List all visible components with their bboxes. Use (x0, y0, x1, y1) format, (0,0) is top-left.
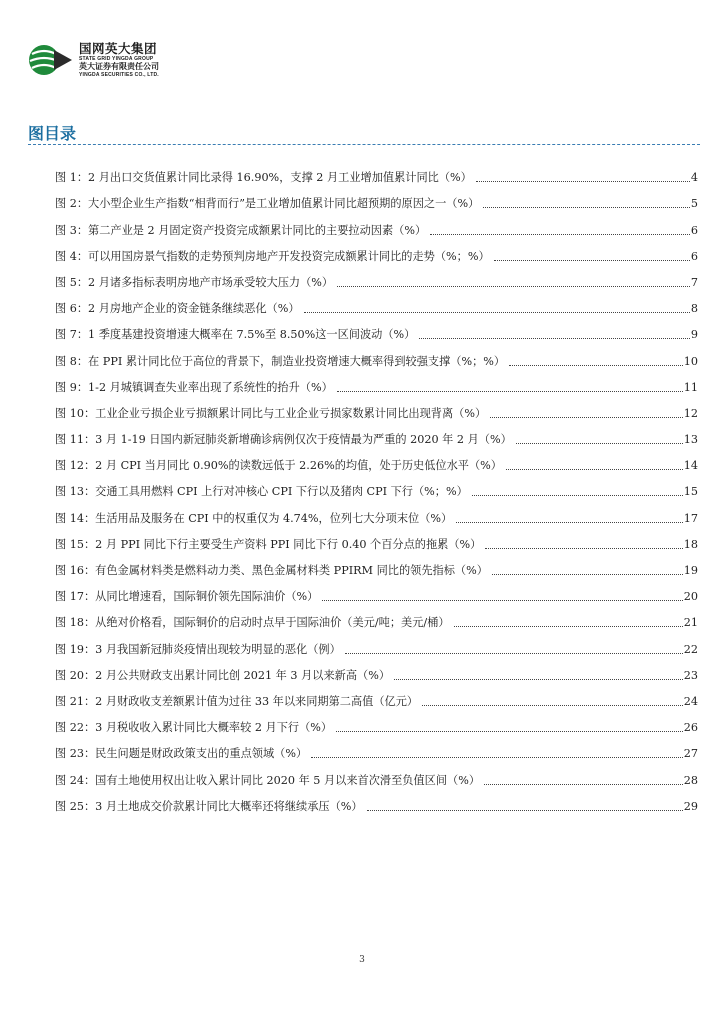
toc-entry-page: 12 (683, 406, 698, 420)
toc-entry-text: 图 20：2 月公共财政支出累计同比创 2021 年 3 月以来新高（%） (55, 668, 391, 682)
toc-leader-dots (311, 757, 683, 758)
toc-entry-text: 图 14：生活用品及服务在 CPI 中的权重仅为 4.74%，位列七大分项末位（%） (55, 511, 453, 525)
toc-entry[interactable] (55, 473, 698, 499)
toc-entry[interactable] (55, 788, 698, 814)
page-number: 3 (359, 955, 365, 965)
toc-entry-page: 26 (683, 721, 698, 735)
toc-entry[interactable] (55, 526, 698, 552)
toc-entry-text: 图 4：可以用国房景气指数的走势预判房地产开发投资完成额累计同比的走势（%；%） (55, 249, 490, 263)
toc-entry-page: 10 (683, 354, 698, 368)
toc-entry-page: 11 (683, 380, 698, 394)
toc-entry[interactable] (55, 683, 698, 709)
toc-leader-dots (492, 574, 683, 575)
toc-entry-text: 图 12：2 月 CPI 当月同比 0.90%的读数远低于 2.26%的均值，处于历史低位水平（%） (55, 459, 502, 473)
toc-entry-text: 图 18：从绝对价格看，国际铜价的启动时点早于国际油价（美元/吨；美元/桶） (55, 616, 450, 630)
toc-entry-page: 14 (683, 459, 698, 473)
toc-entry-page: 13 (683, 433, 698, 447)
toc-entry-page: 4 (690, 171, 698, 185)
toc-entry[interactable] (55, 630, 698, 656)
toc-entry[interactable] (55, 421, 698, 447)
toc-entry-text: 图 21：2 月财政收支差额累计值为过往 33 年以来同期第二高值（亿元） (55, 694, 419, 708)
toc-entry-page: 17 (683, 511, 698, 525)
toc-entry-text: 图 15：2 月 PPI 同比下行主要受生产资料 PPI 同比下行 0.40 个百分点的拖累（%） (55, 537, 482, 551)
toc-entry[interactable] (55, 447, 698, 473)
toc-leader-dots (472, 495, 683, 496)
toc-entry[interactable] (55, 185, 698, 211)
toc-entry-text: 图 3：第二产业是 2 月固定资产投资完成额累计同比的主要拉动因素（%） (55, 223, 427, 237)
toc-leader-dots (430, 234, 690, 235)
toc-leader-dots (454, 626, 683, 627)
toc-entry-page: 5 (690, 197, 698, 211)
toc-entry-text: 图 2：大小型企业生产指数“相背而行”是工业增加值累计同比超预期的原因之一（%） (55, 197, 480, 211)
toc-leader-dots (304, 312, 690, 313)
toc-leader-dots (490, 417, 683, 418)
toc-leader-dots (419, 338, 690, 339)
toc-leader-dots (337, 286, 690, 287)
toc-entry[interactable] (55, 238, 698, 264)
toc-entry[interactable] (55, 159, 698, 185)
org-name-en: STATE GRID YINGDA GROUP (79, 56, 154, 62)
toc-entry[interactable] (55, 709, 698, 735)
toc-leader-dots (456, 522, 683, 523)
org-name-cn: 国网英大集团 (79, 41, 158, 56)
toc-leader-dots (322, 600, 682, 601)
toc-entry-text: 图 6：2 月房地产企业的资金链条继续恶化（%） (55, 302, 300, 316)
toc-entry-text: 图 13：交通工具用燃料 CPI 上行对冲核心 CPI 下行以及猪肉 CPI 下行（%；%） (55, 485, 468, 499)
figure-list (55, 159, 698, 814)
toc-leader-dots (516, 443, 683, 444)
globe-logo-icon (28, 40, 74, 80)
title-divider (28, 144, 700, 145)
toc-entry-text: 图 16：有色金属材料类是燃料动力类、黑色金属材料类 PPIRM 同比的领先指标（%） (55, 564, 488, 577)
toc-entry-page: 29 (683, 799, 698, 813)
toc-entry-page: 28 (683, 773, 698, 787)
toc-leader-dots (422, 705, 683, 706)
toc-entry[interactable] (55, 290, 698, 316)
toc-entry[interactable] (55, 342, 698, 368)
page-title: 图目录 (28, 124, 77, 143)
toc-entry-page: 15 (683, 485, 698, 499)
toc-entry[interactable] (55, 264, 698, 290)
toc-leader-dots (337, 391, 683, 392)
toc-entry[interactable] (55, 316, 698, 342)
toc-entry[interactable] (55, 211, 698, 237)
toc-entry[interactable] (55, 552, 698, 578)
logo-text (79, 42, 279, 78)
toc-entry-text: 图 9：1-2 月城镇调查失业率出现了系统性的抬升（%） (55, 380, 333, 394)
toc-entry-text: 图 10：工业企业亏损企业亏损额累计同比与工业企业亏损家数累计同比出现背离（%） (55, 406, 487, 420)
toc-leader-dots (509, 365, 683, 366)
company-name-en: YINGDA SECURITIES CO., LTD. (79, 72, 159, 78)
toc-entry[interactable] (55, 761, 698, 787)
toc-entry[interactable] (55, 395, 698, 421)
toc-entry[interactable] (55, 369, 698, 395)
toc-entry-text: 图 23：民生问题是财政政策支出的重点领域（%） (55, 747, 308, 761)
toc-entry-text: 图 8：在 PPI 累计同比位于高位的背景下，制造业投资增速大概率得到较强支撑（%；%） (55, 354, 506, 368)
company-name-cn: 英大证券有限责任公司 (79, 62, 159, 71)
toc-entry[interactable] (55, 604, 698, 630)
toc-leader-dots (345, 653, 683, 654)
toc-entry[interactable] (55, 578, 698, 604)
toc-entry-page: 8 (690, 302, 698, 316)
toc-entry-page: 6 (690, 223, 698, 237)
toc-entry-text: 图 24：国有土地使用权出让收入累计同比 2020 年 5 月以来首次滑至负值区间（%） (55, 773, 481, 787)
toc-leader-dots (476, 181, 690, 182)
toc-entry-page: 9 (690, 328, 698, 342)
toc-entry[interactable] (55, 735, 698, 761)
toc-entry-page: 18 (683, 537, 698, 551)
toc-entry-page: 22 (683, 642, 698, 656)
toc-entry-text: 图 25：3 月土地成交价款累计同比大概率还将继续承压（%） (55, 799, 363, 813)
toc-entry-page: 6 (690, 249, 698, 263)
toc-entry-text: 图 7：1 季度基建投资增速大概率在 7.5%至 8.50%这一区间波动（%） (55, 328, 416, 342)
toc-entry-text: 图 22：3 月税收收入累计同比大概率较 2 月下行（%） (55, 721, 333, 735)
toc-entry-text: 图 19：3 月我国新冠肺炎疫情出现较为明显的恶化（例） (55, 642, 341, 656)
toc-leader-dots (485, 548, 682, 549)
toc-leader-dots (483, 207, 690, 208)
toc-entry-page: 7 (690, 275, 698, 289)
toc-entry-page: 21 (683, 616, 698, 630)
toc-entry-text: 图 17：从同比增速看，国际铜价领先国际油价（%） (55, 590, 319, 604)
toc-leader-dots (367, 810, 683, 811)
toc-entry-page: 27 (683, 747, 698, 761)
toc-entry-text: 图 1：2 月出口交货值累计同比录得 16.90%，支撑 2 月工业增加值累计同比（%） (55, 171, 472, 185)
toc-leader-dots (484, 784, 683, 785)
toc-entry[interactable] (55, 657, 698, 683)
toc-entry-page: 24 (683, 694, 698, 708)
toc-leader-dots (494, 260, 690, 261)
toc-entry-text: 图 11：3 月 1-19 日国内新冠肺炎新增确诊病例仅次于疫情最为严重的 2020 年 2 月（%） (55, 433, 512, 447)
toc-entry-text: 图 5：2 月诸多指标表明房地产市场承受较大压力（%） (55, 275, 334, 289)
toc-entry-page: 23 (683, 668, 698, 682)
toc-entry-page: 20 (683, 590, 698, 604)
toc-leader-dots (394, 679, 683, 680)
toc-leader-dots (336, 731, 683, 732)
toc-entry-page: 19 (683, 564, 698, 577)
toc-leader-dots (506, 469, 683, 470)
toc-entry[interactable] (55, 499, 698, 525)
